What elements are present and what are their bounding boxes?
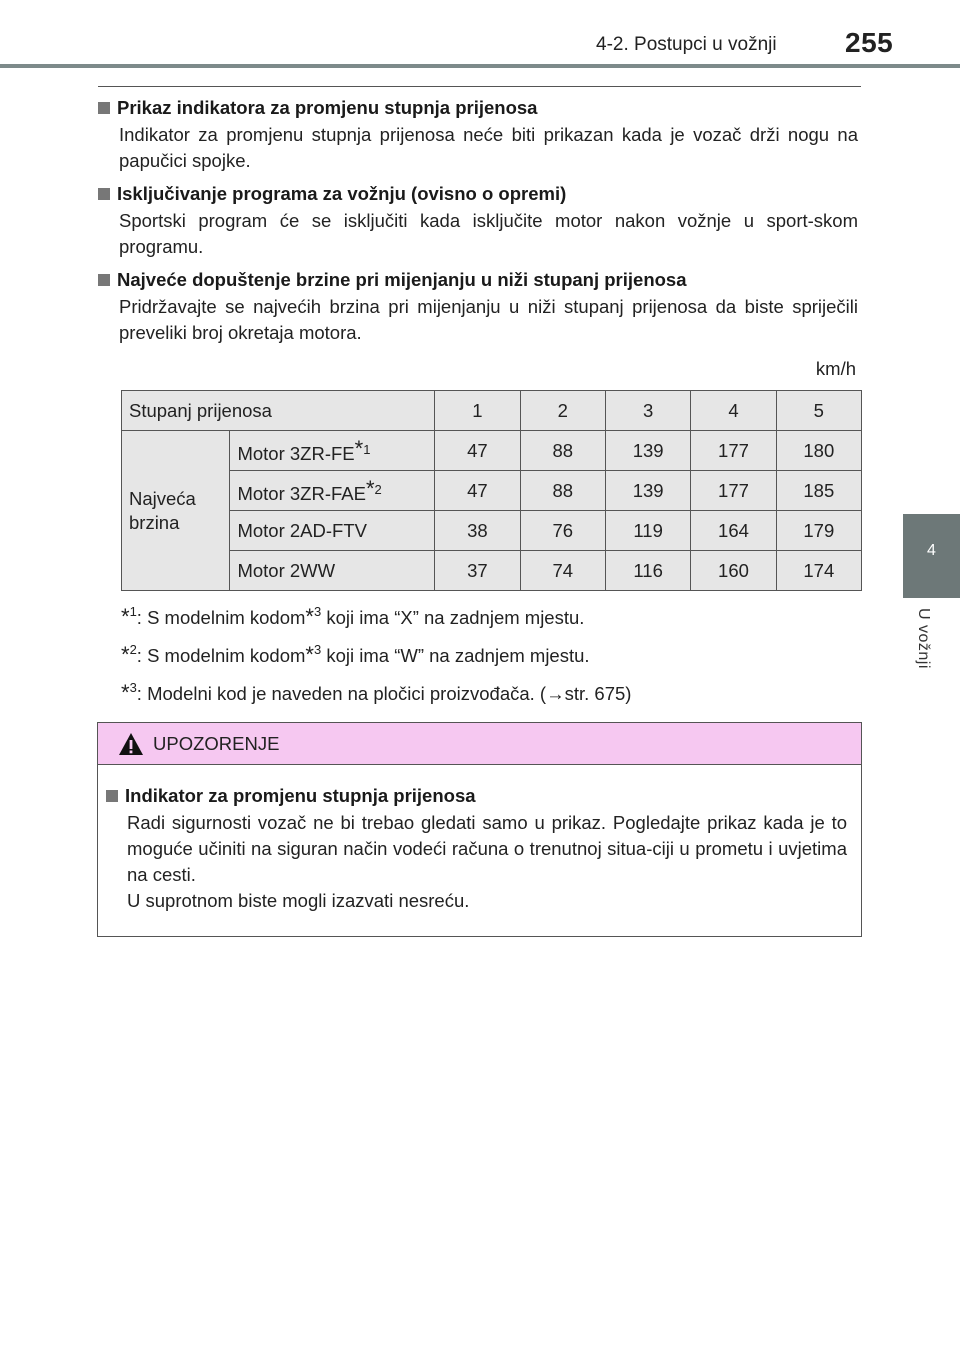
table-cell: 88 (520, 471, 605, 511)
engine-label: Motor 3ZR-FE$^{*1}$ (230, 431, 435, 471)
content-top-rule (98, 86, 861, 87)
table-row (122, 511, 862, 551)
gear-header: 3 (605, 391, 690, 431)
table-cell: 174 (776, 551, 861, 591)
table-cell: 164 (691, 511, 776, 551)
footnote: *$^2$: S modelnim kodom*$^3$ koji ima “W” na zadnjem mjestu. (121, 642, 590, 667)
section-shift-indicator (98, 96, 858, 174)
warning-body (98, 765, 861, 914)
table-row (122, 431, 862, 471)
header-rule (0, 64, 960, 68)
table-cell: 76 (520, 511, 605, 551)
table-cell: 37 (435, 551, 520, 591)
bullet-square-icon (98, 102, 110, 114)
table-cell: 139 (605, 431, 690, 471)
header-label: Stupanj prijenosa (122, 391, 435, 431)
gear-header: 5 (776, 391, 861, 431)
chapter-tab[interactable] (903, 514, 960, 598)
section-body: Sportski program će se isključiti kada isključite motor nakon vožnje u sport-skom programu. (119, 210, 858, 257)
bullet-square-icon (98, 188, 110, 200)
table-cell: 74 (520, 551, 605, 591)
table-row (122, 471, 862, 511)
section-body: Indikator za promjenu stupnja prijenosa neće biti prikazan kada je vozač drži nogu na papučici spojke. (119, 124, 858, 171)
page-reference-link[interactable]: →str. 675) (546, 683, 632, 704)
table-cell: 177 (691, 471, 776, 511)
table-cell: 180 (776, 431, 861, 471)
warning-header (98, 723, 861, 765)
engine-label: Motor 2AD-FTV (230, 511, 435, 551)
warning-heading: Indikator za promjenu stupnja prijenosa (106, 784, 861, 808)
chapter-number: 4 (927, 542, 936, 559)
table-cell: 185 (776, 471, 861, 511)
warning-triangle-icon (118, 732, 144, 756)
table-cell: 119 (605, 511, 690, 551)
downshift-speed-table (121, 390, 862, 591)
page-header (0, 0, 960, 70)
table-cell: 88 (520, 431, 605, 471)
table-cell: 179 (776, 511, 861, 551)
page-number: 255 (845, 27, 894, 58)
section-body: Pridržavajte se najvećih brzina pri mijenjanju u niži stupanj prijenosa da biste spriječili preveliki broj okretaja motora. (119, 296, 858, 343)
section-heading: Najveće dopuštenje brzine pri mijenjanju u niži stupanj prijenosa (98, 268, 858, 292)
engine-label: Motor 2WW (230, 551, 435, 591)
table-cell: 139 (605, 471, 690, 511)
table-cell: 47 (435, 471, 520, 511)
table-header-row (122, 391, 862, 431)
table-row (122, 551, 862, 591)
table-unit: km/h (815, 358, 856, 379)
table-cell: 47 (435, 431, 520, 471)
group-label: Najveća brzina (122, 431, 230, 591)
section-heading: Isključivanje programa za vožnju (ovisno o opremi) (98, 182, 858, 206)
chapter-label-box (906, 608, 956, 688)
footnote: *$^1$: S modelnim kodom*$^3$ koji ima “X” na zadnjem mjestu. (121, 604, 585, 629)
gear-header: 2 (520, 391, 605, 431)
table-cell: 160 (691, 551, 776, 591)
gear-header: 4 (691, 391, 776, 431)
gear-header: 1 (435, 391, 520, 431)
warning-box (97, 722, 862, 937)
table-cell: 177 (691, 431, 776, 471)
footnote: *$^3$: Modelni kod je naveden na pločici proizvođača. (→str. 675) (121, 680, 632, 705)
bullet-square-icon (106, 790, 118, 802)
table-cell: 38 (435, 511, 520, 551)
warning-title: UPOZORENJE (153, 732, 280, 754)
section-sport-mode (98, 182, 858, 260)
table-cell: 116 (605, 551, 690, 591)
section-max-downshift (98, 268, 858, 346)
section-heading: Prikaz indikatora za promjenu stupnja prijenosa (98, 96, 858, 120)
warning-text: U suprotnom biste mogli izazvati nesreću. (127, 890, 470, 911)
section-title: 4-2. Postupci u vožnji (596, 34, 777, 55)
warning-text: Radi sigurnosti vozač ne bi trebao gledati samo u prikaz. Pogledajte prikaz kada je to moguće učiniti na siguran način vodeći računa o trenutnoj situa-ciji u prometu i uvjetima na cesti. (127, 812, 847, 885)
bullet-square-icon (98, 274, 110, 286)
engine-label: Motor 3ZR-FAE$^{*2}$ (230, 471, 435, 511)
chapter-label: U vožnji (915, 608, 932, 669)
